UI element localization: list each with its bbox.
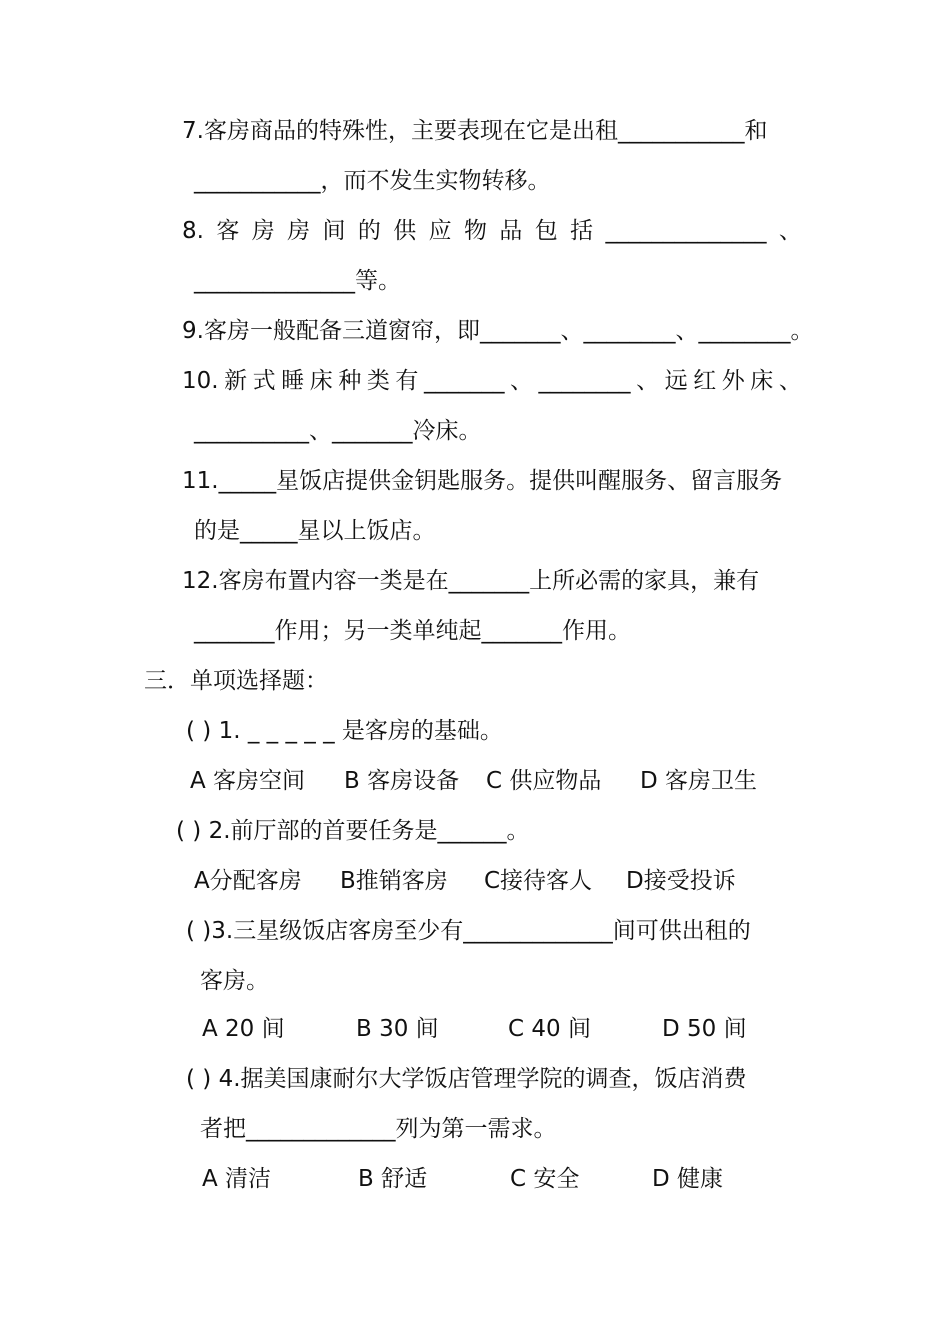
mc-q3-option-b: B 30 间 (356, 1016, 439, 1042)
mc-q2-option-b: B推销客房 (340, 868, 448, 894)
mc-q4-option-b: B 舒适 (358, 1166, 428, 1192)
q8-part: ______________ (605, 218, 767, 244)
q8-part: 的 (357, 218, 381, 244)
q7-line1: 7.客房商品的特殊性，主要表现在它是出租___________和 (182, 118, 768, 144)
mc-q2-option-d: D接受投诉 (626, 868, 736, 894)
q11-line2: 的是_____星以上饭店。 (194, 518, 436, 544)
q10-part: 远 (664, 368, 688, 394)
mc-q3-option-d: D 50 间 (662, 1016, 747, 1042)
mc-q3-option-c: C 40 间 (508, 1016, 591, 1042)
q9-line1: 9.客房一般配备三道窗帘，即_______、________、________。 (182, 318, 814, 344)
q8-line2: ______________等。 (194, 268, 401, 294)
q12-line2: _______作用；另一类单纯起_______作用。 (194, 618, 631, 644)
q8-part: 客 (216, 218, 240, 244)
q8-part: 房 (287, 218, 311, 244)
q10-part: 床 (750, 368, 774, 394)
q10-part: 类 (366, 368, 390, 394)
q8-part: 8. (182, 218, 204, 244)
q8-line1 (182, 216, 802, 246)
q10-part: 10. (182, 368, 219, 394)
mc-q1-option-d: D 客房卫生 (640, 768, 758, 794)
q8-part: 品 (499, 218, 523, 244)
mc-q4-stem-cont: 者把_____________列为第一需求。 (200, 1116, 557, 1142)
q10-part: 、 (778, 368, 802, 394)
q10-part: 种 (338, 368, 362, 394)
mc-q4-option-c: C 安全 (510, 1166, 580, 1192)
mc-q2-option-a: A分配客房 (194, 868, 302, 894)
q10-part: 睡 (281, 368, 305, 394)
mc-q3-stem-cont: 客房。 (200, 968, 269, 994)
q8-part: 供 (393, 218, 417, 244)
mc-q4-option-a: A 清洁 (202, 1166, 272, 1192)
q8-part: 房 (251, 218, 275, 244)
mc-q4-stem: ( ) 4.据美国康耐尔大学饭店管理学院的调查，饭店消费 (186, 1066, 747, 1092)
q8-part: 间 (322, 218, 346, 244)
q10-part: 红 (693, 368, 717, 394)
q10-part: 式 (252, 368, 276, 394)
q10-part: ________ (538, 368, 631, 394)
q11-line1: 11._____星饭店提供金钥匙服务。提供叫醒服务、留言服务 (182, 468, 783, 494)
mc-q1-stem: ( ) 1. _ _ _ _ _ 是客房的基础。 (186, 718, 503, 744)
mc-q3-stem: ( )3.三星级饭店客房至少有_____________间可供出租的 (186, 918, 751, 944)
q10-part: 有 (395, 368, 419, 394)
q10-part: 新 (224, 368, 248, 394)
q8-part: 应 (428, 218, 452, 244)
mc-q2-option-c: C接待客人 (484, 868, 593, 894)
q10-line2: __________、_______冷床。 (194, 418, 482, 444)
q10-part: 床 (309, 368, 333, 394)
q8-part: 包 (534, 218, 558, 244)
mc-q1-option-c: C 供应物品 (486, 768, 602, 794)
q10-part: _______ (423, 368, 505, 394)
q8-part: 、 (778, 218, 802, 244)
mc-q1-option-a: A 客房空间 (190, 768, 306, 794)
q10-part: 、 (636, 368, 660, 394)
mc-q2-stem: ( ) 2.前厅部的首要任务是______。 (176, 818, 530, 844)
q7-line2: ___________，而不发生实物转移。 (194, 168, 551, 194)
mc-q3-option-a: A 20 间 (202, 1016, 285, 1042)
mc-q1-option-b: B 客房设备 (344, 768, 460, 794)
mc-q4-option-d: D 健康 (652, 1166, 724, 1192)
q10-part: 、 (510, 368, 533, 394)
q10-part: 外 (721, 368, 745, 394)
q12-line1: 12.客房布置内容一类是在_______上所必需的家具，兼有 (182, 568, 760, 594)
section-heading: 三．单项选择题： (144, 668, 328, 694)
q10-line1 (182, 366, 802, 396)
q8-part: 括 (570, 218, 594, 244)
q8-part: 物 (463, 218, 487, 244)
